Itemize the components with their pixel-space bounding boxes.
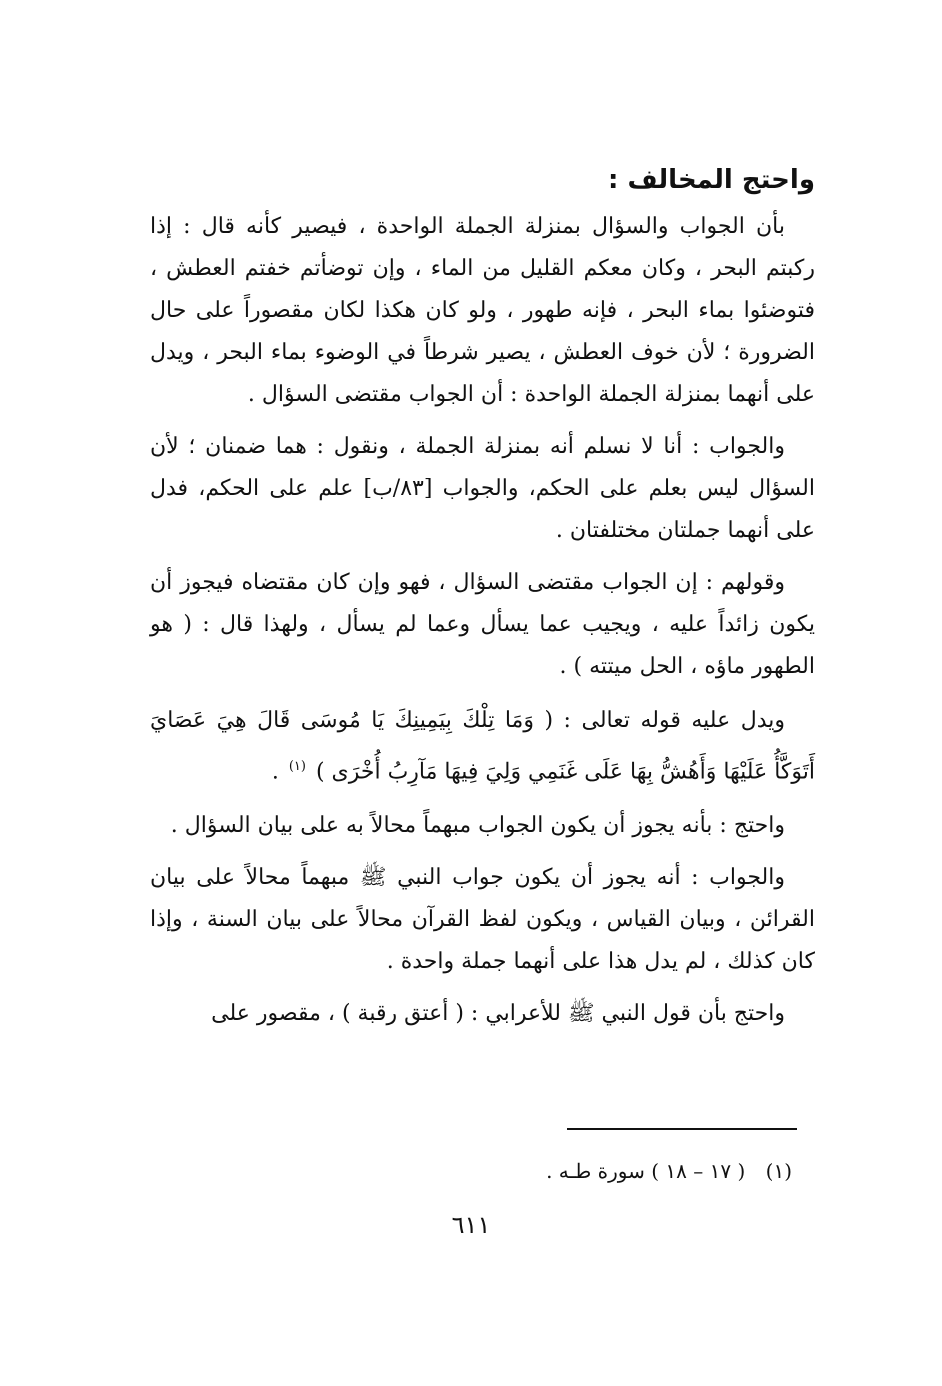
paragraph-5: والجواب : أنه يجوز أن يكون جواب النبي ﷺ مبهماً محالاً على بيان القرائن ، وبيان القياس ، ويكون لفظ القرآن محالاً على بيان السنة ، وإذا كان كذلك ، لم يدل هذا على أنهما جملة واحدة .	[150, 865, 815, 975]
paragraph-3: وقولهم : إن الجواب مقتضى السؤال ، فهو وإن كان مقتضاه فيجوز أن يكون زائداً عليه ، ويجيب عما يسأل وعما لم يسأل ، ولهذا قال : ( هو الطهور ماؤه ، الحل ميتته ) .	[150, 570, 815, 679]
page-number: ٦١١	[451, 1211, 491, 1239]
page-body	[150, 160, 815, 1045]
footnote	[192, 1155, 792, 1187]
paragraph-1: بأن الجواب والسؤال بمنزلة الجملة الواحدة ، فيصير كأنه قال : إذا ركبتم البحر ، وكان معكم القليل من الماء ، وإن توضأتم خفتم العطش ، فتوضئوا بماء البحر ، فإنه طهور ، ولو كان هكذا لكان مقصوراً على حال الضرورة ؛ لأن خوف العطش ، يصير شرطاً في الوضوء بماء البحر ، ويدل على أنهما بمنزلة الجملة الواحدة : أن الجواب مقتضى السؤال .	[150, 214, 815, 407]
footnote-marker[interactable]: (١)	[288, 759, 306, 774]
paragraph-6: واحتج بأن قول النبي ﷺ للأعرابي : ( أعتق رقبة ) ، مقصور على	[211, 1001, 785, 1027]
footnote-text: ( ١٧ – ١٨ ) سورة طـه .	[546, 1159, 746, 1183]
quran-text: ويدل عليه قوله تعالى : ( وَمَا تِلْكَ بِيَمِينِكَ يَا مُوسَى قَالَ هِيَ عَصَايَ أَتَوَكَّأُ عَلَيْهَا وَأَهُشُّ بِهَا عَلَى غَنَمِي وَلِيَ فِيهَا مَآرِبُ أُخْرَى )	[150, 708, 815, 785]
footnote-divider	[567, 1128, 797, 1130]
quran-end: .	[271, 759, 279, 785]
paragraph-4: واحتج : بأنه يجوز أن يكون الجواب مبهماً محالاً به على بيان السؤال .	[170, 813, 785, 839]
section-heading: واحتج المخالف :	[608, 165, 815, 195]
quran-paragraph	[150, 698, 815, 795]
paragraph-2: والجواب : أنا لا نسلم أنه بمنزلة الجملة ، ونقول : هما ضمنان ؛ لأن السؤال ليس بعلم على الحكم، والجواب [٨٣/ب] علم على الحكم، فدل على أنهما جملتان مختلفتان .	[150, 434, 816, 543]
footnote-number: (١)	[765, 1159, 792, 1183]
